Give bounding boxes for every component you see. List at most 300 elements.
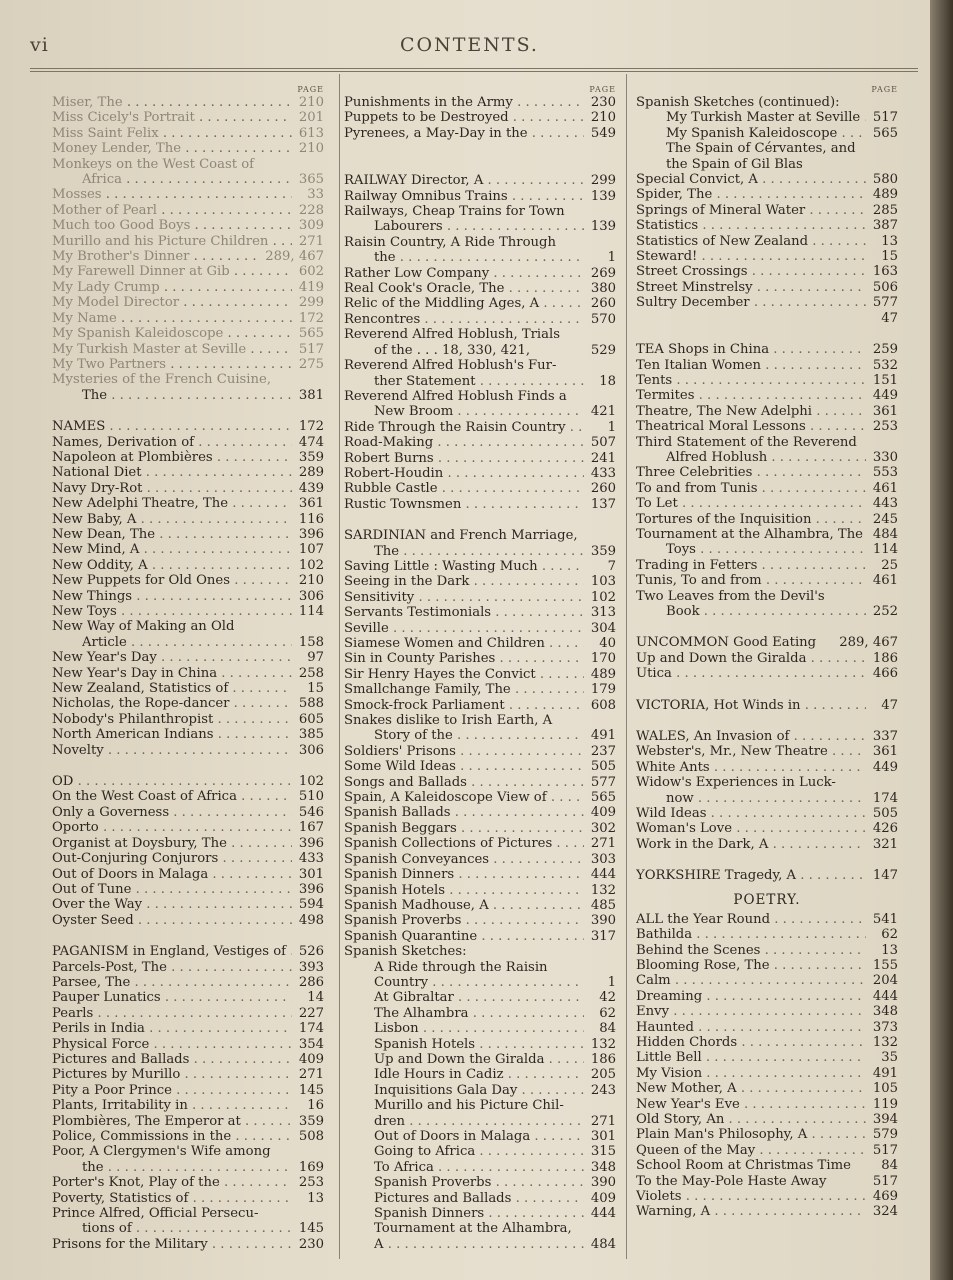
entry-page-number: 169 bbox=[298, 1159, 324, 1175]
contents-entry bbox=[636, 1081, 898, 1096]
entry-page-number bbox=[584, 1098, 616, 1113]
entry-page-number: 271 bbox=[590, 836, 616, 852]
entry-page-number: 393 bbox=[298, 959, 324, 975]
entry-title: Pauper Lunatics . . bbox=[52, 990, 292, 1005]
entry-page-number bbox=[584, 1221, 616, 1236]
entry-title: Only a Governess . . bbox=[52, 805, 292, 820]
contents-entry bbox=[344, 805, 616, 820]
contents-entry bbox=[52, 573, 324, 588]
entry-title: Perils in India . . bbox=[52, 1021, 292, 1036]
entry-page-number: 579 bbox=[872, 1127, 898, 1143]
contents-entry bbox=[636, 172, 898, 187]
entry-page-number: 285 bbox=[872, 202, 898, 218]
entry-page-number: 47 bbox=[881, 697, 898, 713]
contents-entry bbox=[636, 157, 898, 172]
entry-title: Country . . bbox=[374, 975, 584, 990]
contents-entry bbox=[636, 280, 898, 295]
entry-title: Dreaming . . bbox=[636, 989, 866, 1004]
contents-entry bbox=[636, 973, 898, 988]
entry-page-number: 253 bbox=[872, 419, 898, 435]
entry-page-number: 145 bbox=[298, 1221, 324, 1237]
entry-page-number: 529 bbox=[590, 342, 616, 358]
contents-entry bbox=[344, 389, 616, 404]
entry-title: Statistics . . bbox=[636, 218, 866, 233]
entry-page-number: 84 bbox=[881, 1158, 898, 1174]
entry-title: School Room at Christmas Time bbox=[636, 1158, 851, 1174]
contents-entry bbox=[52, 527, 324, 542]
entry-title: New Dean, The . . bbox=[52, 527, 292, 542]
entry-title: Steward! . . bbox=[636, 249, 866, 264]
entry-page-number: 317 bbox=[590, 928, 616, 944]
contents-entry bbox=[52, 1191, 324, 1206]
entry-title: Spider, The . . bbox=[636, 187, 866, 202]
contents-entry bbox=[52, 187, 324, 202]
contents-entry bbox=[636, 558, 898, 573]
entry-title: Webster's, Mr., New Theatre . . bbox=[636, 744, 866, 759]
entry-title: Raisin Country, A Ride Through bbox=[344, 234, 556, 250]
entry-page-number: 210 bbox=[298, 95, 324, 110]
entry-page-number: 396 bbox=[298, 526, 324, 542]
contents-entry bbox=[344, 590, 616, 605]
entry-title: the . . bbox=[374, 250, 584, 265]
entry-page-number: 489 bbox=[872, 187, 898, 203]
contents-entry bbox=[344, 744, 616, 759]
entry-page-number: 390 bbox=[590, 1175, 616, 1191]
entry-page-number: 396 bbox=[298, 881, 324, 897]
entry-page-number: 517 bbox=[872, 1173, 898, 1189]
contents-entry bbox=[636, 1112, 898, 1127]
entry-page-number: 62 bbox=[881, 927, 898, 943]
contents-entry bbox=[52, 696, 324, 711]
entry-page-number: 394 bbox=[872, 1111, 898, 1127]
entry-title: Physical Force . . bbox=[52, 1037, 292, 1052]
section-gap bbox=[344, 157, 616, 173]
entry-title: Tournament at the Alhambra, The bbox=[636, 526, 863, 542]
contents-entry bbox=[636, 698, 898, 713]
contents-entry bbox=[636, 791, 898, 806]
entry-title: Punishments in the Army . . bbox=[344, 95, 584, 110]
entry-page-number: 484 bbox=[590, 1236, 616, 1252]
entry-page-number bbox=[584, 389, 616, 404]
contents-entry bbox=[52, 558, 324, 573]
contents-entry bbox=[344, 929, 616, 944]
entry-title: Ride Through the Raisin Country . . bbox=[344, 420, 584, 435]
entry-page-number: 13 bbox=[881, 942, 898, 958]
entry-title: Mysteries of the French Cuisine, bbox=[52, 372, 272, 388]
entry-page-number: 201 bbox=[298, 110, 324, 126]
entry-page-number: 608 bbox=[590, 697, 616, 713]
entry-page-number bbox=[584, 327, 616, 342]
header-rule-2 bbox=[30, 71, 918, 72]
entry-title: Utica . . bbox=[636, 666, 866, 681]
entry-title: Spanish Sketches (continued): bbox=[636, 95, 840, 110]
section-gap bbox=[52, 403, 324, 419]
entry-title: Plants, Irritability in . . bbox=[52, 1098, 292, 1113]
entry-title: Spanish Hotels . . bbox=[344, 883, 584, 898]
entry-title: Smallchange Family, The . . bbox=[344, 682, 584, 697]
entry-page-number bbox=[584, 358, 616, 373]
contents-entry bbox=[636, 264, 898, 279]
entry-title: RAILWAY Director, A . . bbox=[344, 173, 584, 188]
entry-page-number: 299 bbox=[298, 295, 324, 311]
entry-title: Spanish Collections of Pictures . . bbox=[344, 836, 584, 851]
contents-entry bbox=[344, 1021, 616, 1036]
contents-entry bbox=[52, 882, 324, 897]
entry-page-number: 62 bbox=[599, 1005, 616, 1021]
entry-title: Poverty, Statistics of . . bbox=[52, 1191, 292, 1206]
contents-entry bbox=[52, 1175, 324, 1190]
entry-title: Out-Conjuring Conjurors . . bbox=[52, 851, 292, 866]
contents-entry bbox=[52, 589, 324, 604]
entry-page-number: 271 bbox=[590, 1113, 616, 1129]
entry-title: Soldiers' Prisons . . bbox=[344, 744, 584, 759]
contents-entry bbox=[636, 373, 898, 388]
entry-title: Springs of Mineral Water . . bbox=[636, 203, 866, 218]
contents-entry bbox=[636, 342, 898, 357]
entry-title: Out of Doors in Malaga . . bbox=[374, 1129, 584, 1144]
entry-title: Spanish Quarantine . . bbox=[344, 929, 584, 944]
entry-title: Mother of Pearl . . bbox=[52, 203, 292, 218]
entry-title: My Model Director . . bbox=[52, 295, 292, 310]
entry-title: Calm . . bbox=[636, 973, 866, 988]
entry-title: Two Leaves from the Devil's bbox=[636, 588, 825, 604]
entry-page-number bbox=[292, 619, 324, 634]
entry-title: Rencontres . . bbox=[344, 312, 584, 327]
entry-title: Oyster Seed . . bbox=[52, 913, 292, 928]
contents-entry bbox=[52, 650, 324, 665]
entry-page-number: 25 bbox=[881, 557, 898, 573]
entry-title: New Year's Eve . . bbox=[636, 1097, 866, 1112]
contents-entry bbox=[52, 867, 324, 882]
entry-title: My Spanish Kaleidoscope . . bbox=[52, 326, 292, 341]
entry-page-number: 179 bbox=[590, 682, 616, 698]
entry-title: Haunted . . bbox=[636, 1020, 866, 1035]
entry-title: Out of Tune . . bbox=[52, 882, 292, 897]
entry-title: New Broom . . bbox=[374, 404, 584, 419]
entry-title: Termites . . bbox=[636, 388, 866, 403]
contents-entry bbox=[344, 1037, 616, 1052]
entry-title: Snakes dislike to Irish Earth, A bbox=[344, 713, 553, 729]
entry-title: Murillo and his Picture Chil- bbox=[374, 1098, 564, 1114]
section-gap bbox=[636, 619, 898, 635]
contents-entry bbox=[636, 141, 898, 156]
entry-title: Rubble Castle . . bbox=[344, 481, 584, 496]
contents-entry bbox=[636, 1174, 898, 1189]
entry-page-number: 517 bbox=[872, 1142, 898, 1158]
contents-entry bbox=[52, 496, 324, 511]
contents-entry bbox=[52, 681, 324, 696]
contents-entry bbox=[344, 990, 616, 1005]
entry-page-number: 541 bbox=[872, 911, 898, 927]
entry-page-number: 132 bbox=[872, 1034, 898, 1050]
entry-page-number: 271 bbox=[298, 233, 324, 249]
entry-title: Widow's Experiences in Luck- bbox=[636, 775, 836, 791]
entry-title: A Ride through the Raisin bbox=[374, 959, 548, 975]
entry-page-number: 419 bbox=[298, 279, 324, 295]
entry-page-number: 390 bbox=[590, 913, 616, 929]
entry-title: The Alhambra . . bbox=[374, 1006, 584, 1021]
entry-title: Theatre, The New Adelphi . . bbox=[636, 404, 866, 419]
entry-page-number: 107 bbox=[298, 542, 324, 558]
entry-title: Spanish Conveyances . . bbox=[344, 852, 584, 867]
entry-title: To Let . . bbox=[636, 496, 866, 511]
contents-entry bbox=[52, 1221, 324, 1236]
contents-entry bbox=[344, 189, 616, 204]
contents-entry bbox=[636, 837, 898, 852]
entry-title: Book . . bbox=[666, 604, 866, 619]
page-folio: vi bbox=[30, 34, 49, 56]
contents-entry bbox=[344, 1144, 616, 1159]
entry-page-number: 174 bbox=[872, 790, 898, 806]
entry-page-number: 321 bbox=[872, 836, 898, 852]
entry-page-number: 532 bbox=[872, 357, 898, 373]
entry-title: To Africa . . bbox=[374, 1160, 584, 1175]
contents-entry bbox=[636, 465, 898, 480]
entry-title: Parsee, The . . bbox=[52, 975, 292, 990]
contents-entry bbox=[636, 868, 898, 883]
entry-title: Smock-frock Parliament . . bbox=[344, 698, 584, 713]
entry-page-number: 40 bbox=[599, 636, 616, 651]
contents-entry bbox=[52, 820, 324, 835]
contents-entry bbox=[344, 544, 616, 559]
entry-page-number bbox=[584, 204, 616, 219]
entry-title: New Things . . bbox=[52, 589, 292, 604]
entry-title: Spanish Beggars . . bbox=[344, 821, 584, 836]
contents-entry bbox=[52, 1114, 324, 1129]
contents-entry bbox=[344, 975, 616, 990]
entry-title: now . . bbox=[666, 791, 866, 806]
entry-title: Africa . . bbox=[82, 172, 292, 187]
entry-title: Alfred Hoblush . . bbox=[666, 450, 866, 465]
entry-page-number bbox=[292, 157, 324, 172]
contents-entry bbox=[52, 990, 324, 1005]
section-gap bbox=[52, 758, 324, 774]
entry-title: Woman's Love . . bbox=[636, 821, 866, 836]
entry-page-number: 306 bbox=[298, 742, 324, 758]
entry-page-number: 289, 467 bbox=[839, 635, 898, 651]
contents-entry bbox=[344, 1129, 616, 1144]
entry-page-number bbox=[292, 372, 324, 387]
contents-entry bbox=[344, 235, 616, 250]
contents-entry bbox=[344, 358, 616, 373]
contents-entry bbox=[52, 913, 324, 928]
contents-column-3 bbox=[636, 85, 898, 1220]
entry-page-number: 577 bbox=[590, 774, 616, 790]
entry-page-number: 359 bbox=[298, 1113, 324, 1129]
entry-title: Out of Doors in Malaga . . bbox=[52, 867, 292, 882]
entry-page-number: 114 bbox=[872, 542, 898, 558]
entry-page-number: 361 bbox=[872, 403, 898, 419]
contents-entry bbox=[636, 404, 898, 419]
entry-page-number: 172 bbox=[298, 310, 324, 326]
column-divider bbox=[339, 74, 340, 1259]
entry-title: New Way of Making an Old bbox=[52, 619, 235, 635]
entry-title: Railways, Cheap Trains for Town bbox=[344, 204, 565, 220]
entry-title: To and from Tunis . . bbox=[636, 481, 866, 496]
contents-entry bbox=[52, 1160, 324, 1175]
contents-entry bbox=[52, 172, 324, 187]
entry-page-number: 324 bbox=[872, 1204, 898, 1220]
entry-page-number: 354 bbox=[298, 1036, 324, 1052]
contents-entry bbox=[636, 1127, 898, 1142]
entry-title: Real Cook's Oracle, The . . bbox=[344, 281, 584, 296]
contents-entry bbox=[636, 1158, 898, 1173]
entry-page-number: 306 bbox=[298, 588, 324, 604]
contents-entry bbox=[636, 573, 898, 588]
entry-title: Much too Good Boys . . bbox=[52, 218, 292, 233]
entry-page-number: 245 bbox=[872, 511, 898, 527]
entry-title: On the West Coast of Africa . . bbox=[52, 789, 292, 804]
contents-entry bbox=[52, 326, 324, 341]
entry-title: Miss Saint Felix . . bbox=[52, 126, 292, 141]
entry-page-number: 409 bbox=[590, 1190, 616, 1206]
entry-page-number: 139 bbox=[590, 188, 616, 204]
entry-title: Article . . bbox=[82, 635, 292, 650]
entry-title: Old Story, An . . bbox=[636, 1112, 866, 1127]
entry-page-number: 565 bbox=[298, 326, 324, 342]
entry-page-number: 227 bbox=[298, 1005, 324, 1021]
column-divider bbox=[626, 74, 627, 1259]
entry-page-number: 421 bbox=[590, 404, 616, 420]
contents-entry bbox=[344, 1006, 616, 1021]
entry-title: Miss Cicely's Portrait . . bbox=[52, 110, 292, 125]
entry-title: Spanish Madhouse, A . . bbox=[344, 898, 584, 913]
entry-page-number: 507 bbox=[590, 435, 616, 451]
contents-entry bbox=[636, 989, 898, 1004]
entry-page-number: 443 bbox=[872, 496, 898, 512]
entry-title: Sensitivity . . bbox=[344, 590, 584, 605]
contents-entry bbox=[636, 1035, 898, 1050]
entry-title: Sultry December . . bbox=[636, 295, 866, 310]
entry-page-number: 114 bbox=[298, 604, 324, 619]
entry-title: Oporto . . bbox=[52, 820, 292, 835]
entry-title: Seville . . bbox=[344, 621, 584, 636]
entry-title: Prince Alfred, Official Persecu- bbox=[52, 1206, 259, 1222]
entry-title: Spanish Dinners . . bbox=[344, 867, 584, 882]
entry-title: Songs and Ballads . . bbox=[344, 775, 584, 790]
contents-entry bbox=[344, 296, 616, 311]
entry-page-number: 186 bbox=[590, 1051, 616, 1067]
contents-entry bbox=[636, 203, 898, 218]
entry-title: ALL the Year Round . . bbox=[636, 912, 866, 927]
entry-title: Murillo and his Picture Children . . bbox=[52, 234, 292, 249]
entry-page-number: 361 bbox=[298, 496, 324, 512]
entry-page-number: 580 bbox=[872, 172, 898, 188]
contents-entry bbox=[52, 1006, 324, 1021]
contents-entry bbox=[344, 759, 616, 774]
contents-entry bbox=[52, 1021, 324, 1036]
contents-entry bbox=[52, 619, 324, 634]
entry-title: Relic of the Middling Ages, A . . bbox=[344, 296, 584, 311]
entry-title: Nobody's Philanthropist . . bbox=[52, 712, 292, 727]
contents-entry bbox=[52, 110, 324, 125]
entry-title: Going to Africa . . bbox=[374, 1144, 584, 1159]
contents-entry bbox=[636, 542, 898, 557]
entry-page-number: 7 bbox=[607, 558, 616, 574]
entry-page-number: 613 bbox=[298, 125, 324, 141]
contents-entry bbox=[344, 821, 616, 836]
entry-page-number: 102 bbox=[298, 774, 324, 790]
contents-entry bbox=[636, 110, 898, 125]
contents-entry bbox=[344, 728, 616, 743]
contents-entry bbox=[344, 343, 616, 358]
contents-entry bbox=[52, 141, 324, 156]
entry-page-number: 466 bbox=[872, 666, 898, 682]
entry-page-number: 553 bbox=[872, 465, 898, 481]
entry-page-number: 269 bbox=[590, 265, 616, 281]
entry-title: Sir Henry Hayes the Convict . . bbox=[344, 667, 584, 682]
entry-title: Novelty . . bbox=[52, 743, 292, 758]
entry-page-number: 359 bbox=[298, 449, 324, 465]
entry-page-number: 380 bbox=[590, 281, 616, 297]
entry-title: Tournament at the Alhambra, bbox=[374, 1221, 572, 1237]
entry-page-number: 491 bbox=[590, 728, 616, 744]
entry-page-number bbox=[584, 528, 616, 543]
contents-entry bbox=[344, 621, 616, 636]
entry-title: Nicholas, the Rope-dancer . . bbox=[52, 696, 292, 711]
entry-title: Tents . . bbox=[636, 373, 866, 388]
entry-page-number bbox=[866, 157, 898, 172]
entry-title: Street Minstrelsy . . bbox=[636, 280, 866, 295]
contents-entry bbox=[52, 743, 324, 758]
entry-page-number: 155 bbox=[872, 957, 898, 973]
entry-page-number: 42 bbox=[599, 990, 616, 1006]
entry-page-number: 289, 467 bbox=[265, 249, 324, 265]
contents-entry bbox=[636, 1189, 898, 1204]
contents-entry bbox=[344, 451, 616, 466]
contents-entry bbox=[636, 358, 898, 373]
entry-title: Pictures by Murillo . . bbox=[52, 1067, 292, 1082]
entry-title: New Adelphi Theatre, The . . bbox=[52, 496, 292, 511]
entry-page-number: 205 bbox=[590, 1067, 616, 1083]
contents-entry bbox=[636, 1020, 898, 1035]
entry-page-number: 15 bbox=[881, 249, 898, 265]
entry-page-number: 577 bbox=[872, 295, 898, 311]
entry-title: Parcels-Post, The . . bbox=[52, 960, 292, 975]
entry-title: Robert Burns . . bbox=[344, 451, 584, 466]
entry-page-number bbox=[866, 435, 898, 450]
contents-entry bbox=[344, 126, 616, 141]
entry-title: Statistics of New Zealand . . bbox=[636, 234, 866, 249]
entry-title: Over the Way . . bbox=[52, 897, 292, 912]
entry-page-number: 299 bbox=[590, 173, 616, 189]
entry-title: A . . bbox=[374, 1237, 584, 1252]
entry-title: Up and Down the Giralda . . bbox=[636, 651, 866, 666]
entry-title: WALES, An Invasion of . . bbox=[636, 729, 866, 744]
entry-title: Queen of the May . . bbox=[636, 1143, 866, 1158]
contents-entry bbox=[52, 960, 324, 975]
entry-title: Spanish Dinners . . bbox=[374, 1206, 584, 1221]
entry-page-number bbox=[866, 141, 898, 156]
contents-entry bbox=[636, 496, 898, 511]
entry-title: Envy . . bbox=[636, 1004, 866, 1019]
contents-entry bbox=[344, 698, 616, 713]
entry-page-number: 163 bbox=[872, 264, 898, 280]
contents-entry bbox=[344, 898, 616, 913]
contents-entry bbox=[636, 388, 898, 403]
entry-title: Servants Testimonials . . bbox=[344, 605, 584, 620]
contents-entry bbox=[52, 1067, 324, 1082]
contents-entry bbox=[344, 775, 616, 790]
entry-page-number: 508 bbox=[298, 1129, 324, 1144]
contents-entry bbox=[636, 419, 898, 434]
entry-title: Trading in Fetters . . bbox=[636, 558, 866, 573]
entry-title: My Farewell Dinner at Gib . . bbox=[52, 264, 292, 279]
entry-page-number: 302 bbox=[590, 820, 616, 836]
entry-page-number: 359 bbox=[590, 543, 616, 559]
entry-page-number: 526 bbox=[298, 944, 324, 960]
entry-title: To the May-Pole Haste Away bbox=[636, 1173, 827, 1189]
